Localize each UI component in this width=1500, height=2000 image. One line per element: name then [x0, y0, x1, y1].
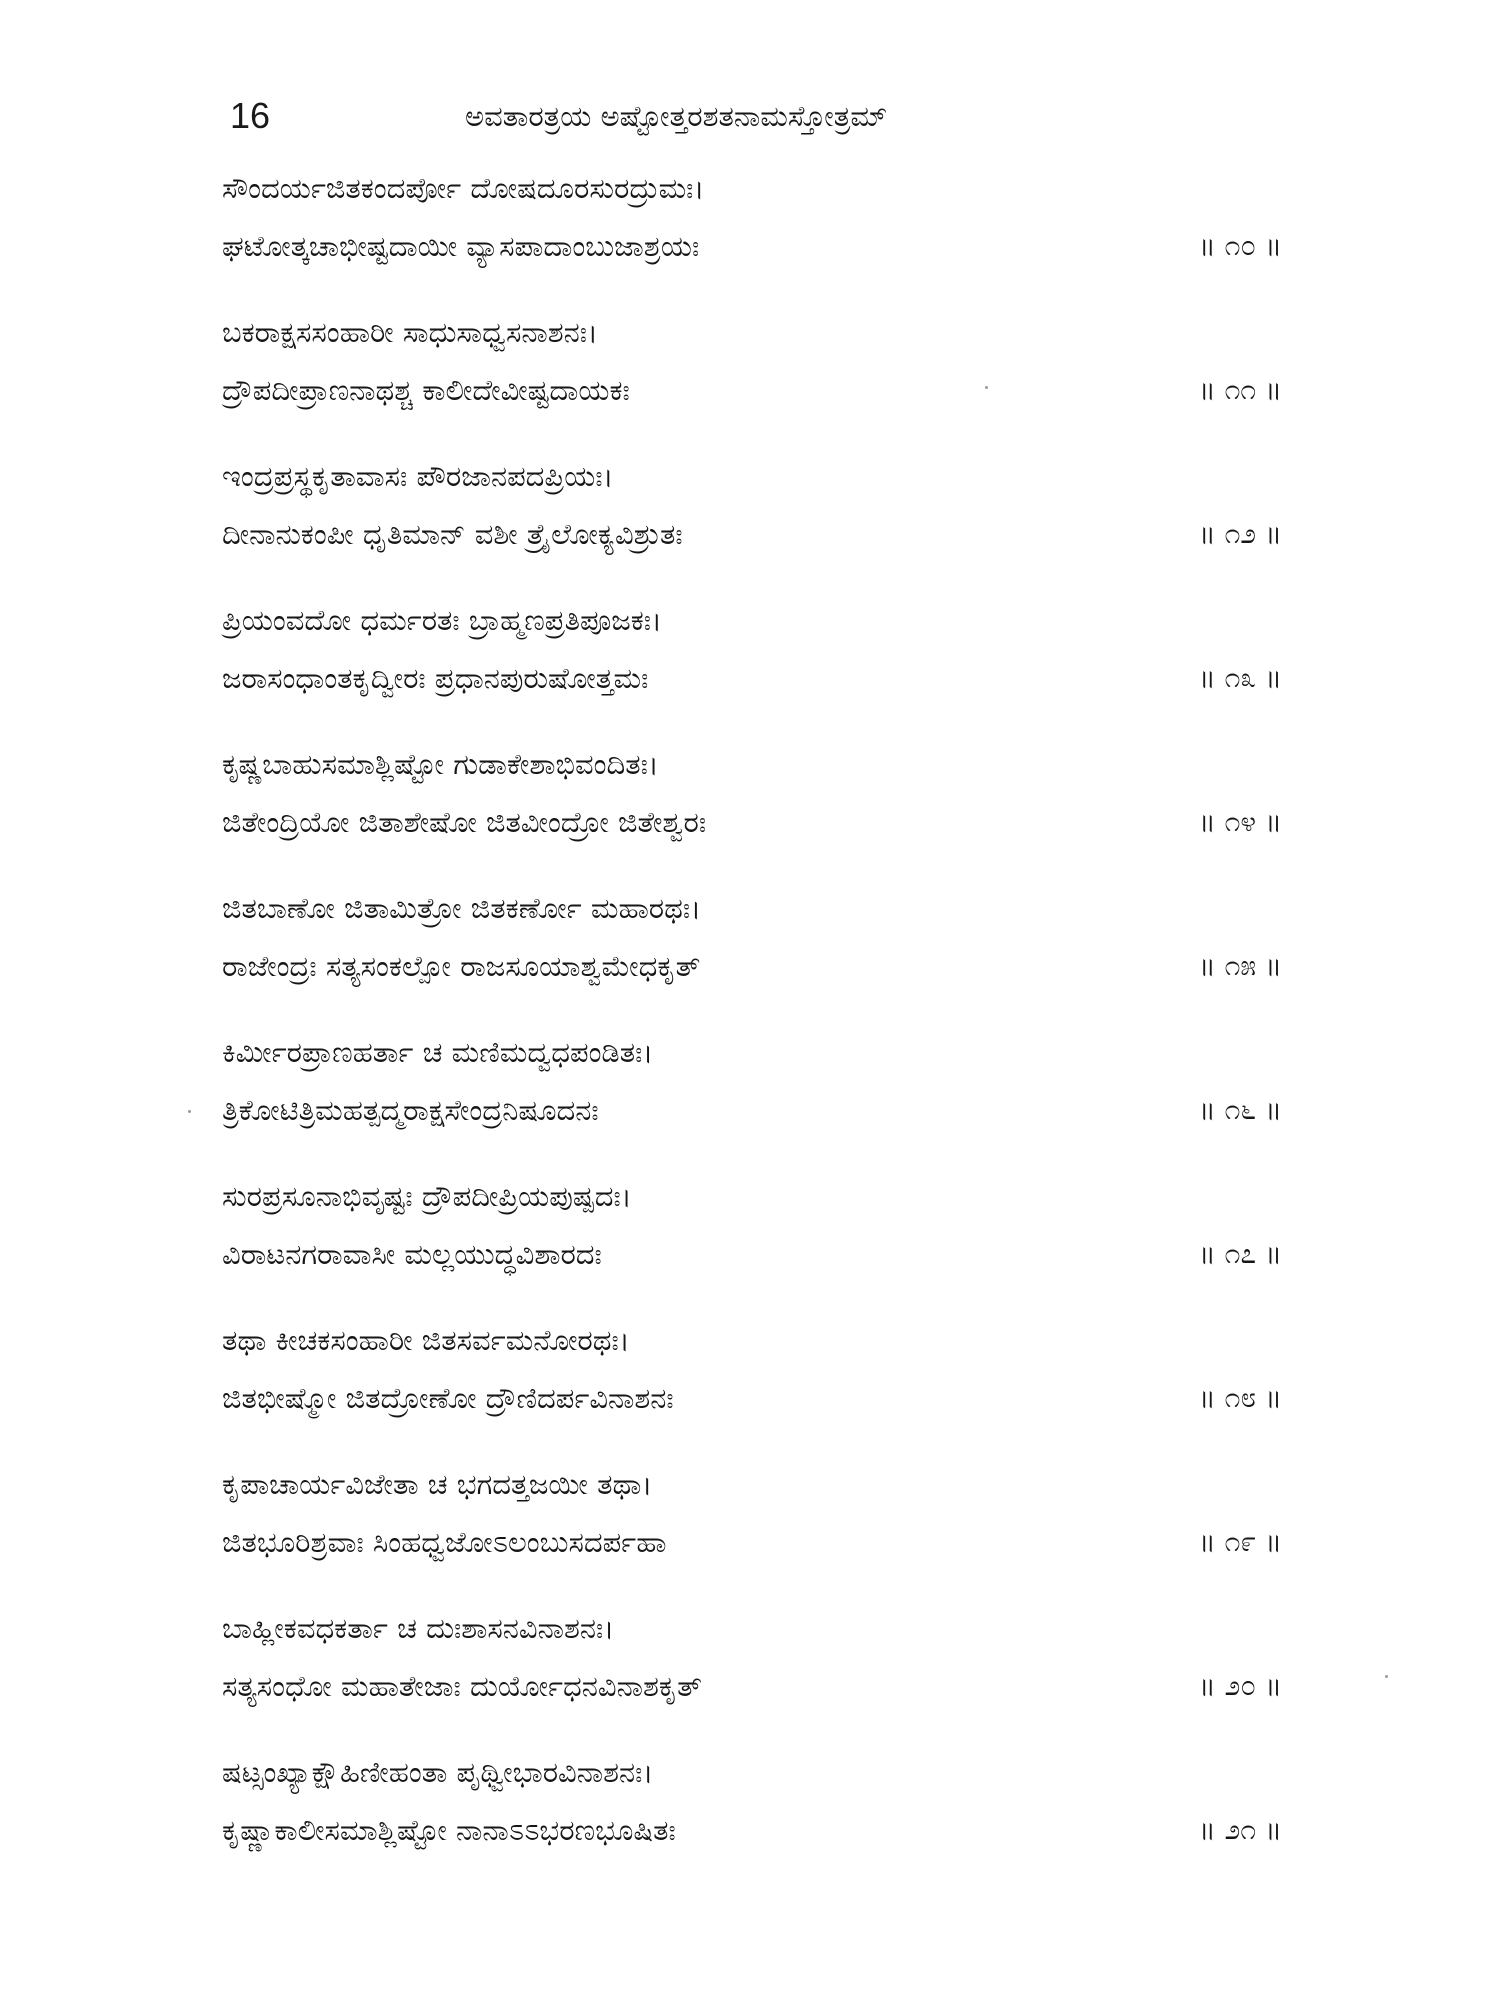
- verse-line-2: ದೀನಾನುಕಂಪೀ ಧೃತಿಮಾನ್ ವಶೀ ತ್ರೈಲೋಕ್ಯವಿಶ್ರುತಃ: [222, 517, 683, 551]
- verse-block: [222, 886, 1282, 1030]
- verse-number: ॥ ೧೫ ॥: [1198, 949, 1282, 982]
- verse-number: ॥ ೧೬ ॥: [1198, 1093, 1282, 1126]
- verse-line-1: ಬಾಹ್ಲೀಕವಧಕರ್ತಾ ಚ ದುಃಶಾಸನವಿನಾಶನಃ।: [222, 1611, 615, 1645]
- verse-line-1: ಕೃಷ್ಣಬಾಹುಸಮಾಶ್ಲಿಷ್ಟೋ ಗುಡಾಕೇಶಾಭಿವಂದಿತಃ।: [222, 747, 659, 781]
- page-number: 16: [230, 95, 271, 136]
- verse-number: ॥ ೧೪ ॥: [1198, 805, 1282, 838]
- verse-line-1: ತಥಾ ಕೀಚಕಸಂಹಾರೀ ಜಿತಸರ್ವಮನೋರಥಃ।: [222, 1323, 630, 1357]
- verse-block: [222, 1606, 1282, 1750]
- verse-block: [222, 742, 1282, 886]
- verse-line-2: ಕೃಷ್ಣಾಕಾಲೀಸಮಾಶ್ಲಿಷ್ಟೋ ನಾನಾಽಽಭರಣಭೂಷಿತಃ: [222, 1813, 676, 1847]
- verse-block: [222, 1750, 1282, 1894]
- verse-block: [222, 1174, 1282, 1318]
- verse-line-2: ದ್ರೌಪದೀಪ್ರಾಣನಾಥಶ್ಚ ಕಾಲೀದೇವೀಷ್ಟದಾಯಕಃ: [222, 373, 630, 407]
- verse-line-1: ಕಿರ್ಮೀರಪ್ರಾಣಹರ್ತಾ ಚ ಮಣಿಮದ್ವಧಪಂಡಿತಃ।: [222, 1035, 654, 1069]
- verse-block: [222, 166, 1282, 310]
- verse-line-1: ಇಂದ್ರಪ್ರಸ್ಥಕೃತಾವಾಸಃ ಪೌರಜಾನಪದಪ್ರಿಯಃ।: [222, 459, 614, 493]
- verse-line-2: ಜಿತಭೀಷ್ಮೋ ಜಿತದ್ರೋಣೋ ದ್ರೌಣಿದರ್ಪವಿನಾಶನಃ: [222, 1381, 674, 1415]
- verse-block: [222, 1462, 1282, 1606]
- verse-number: ॥ ೧೦ ॥: [1198, 229, 1282, 262]
- verse-line-2: ರಾಜೇಂದ್ರಃ ಸತ್ಯಸಂಕಲ್ಪೋ ರಾಜಸೂಯಾಶ್ವಮೇಧಕೃತ್: [222, 949, 701, 983]
- verse-number: ॥ ೨೧ ॥: [1198, 1813, 1282, 1846]
- verse-line-2: ಜರಾಸಂಧಾಂತಕೃದ್ವೀರಃ ಪ್ರಧಾನಪುರುಷೋತ್ತಮಃ: [222, 661, 649, 695]
- speck: [1385, 1675, 1388, 1678]
- verse-block: [222, 1318, 1282, 1462]
- verse-line-2: ಜಿತೇಂದ್ರಿಯೋ ಜಿತಾಶೇಷೋ ಜಿತವೀಂದ್ರೋ ಜಿತೇಶ್ವರಃ: [222, 805, 707, 839]
- verse-block: [222, 310, 1282, 454]
- verse-line-1: ಕೃಪಾಚಾರ್ಯವಿಜೇತಾ ಚ ಭಗದತ್ತಜಯೀ ತಥಾ।: [222, 1467, 653, 1501]
- verse-line-2: ಘಟೋತ್ಕಚಾಭೀಷ್ಟದಾಯೀ ವ್ಯಾಸಪಾದಾಂಬುಜಾಶ್ರಯಃ: [222, 229, 700, 263]
- verse-line-2: ತ್ರಿಕೋಟಿತ್ರಿಮಹತ್ಪದ್ಮರಾಕ್ಷಸೇಂದ್ರನಿಷೂದನಃ: [222, 1093, 599, 1127]
- speck: [985, 386, 988, 389]
- verse-line-2: ಜಿತಭೂರಿಶ್ರವಾಃ ಸಿಂಹಧ್ವಜೋಽಲಂಬುಸದರ್ಪಹಾ: [222, 1525, 667, 1559]
- verse-line-1: ಪ್ರಿಯಂವದೋ ಧರ್ಮರತಃ ಬ್ರಾಹ್ಮಣಪ್ರತಿಪೂಜಕಃ।: [222, 603, 663, 637]
- verse-line-1: ಜಿತಬಾಣೋ ಜಿತಾಮಿತ್ರೋ ಜಿತಕರ್ಣೋ ಮಹಾರಥಃ।: [222, 891, 702, 925]
- verse-line-1: ಸೌಂದರ್ಯಜಿತಕಂದರ್ಪೋ ದೋಷದೂರಸುರದ್ರುಮಃ।: [222, 171, 705, 205]
- verse-list: [222, 166, 1282, 1894]
- verse-number: ॥ ೧೭ ॥: [1198, 1237, 1282, 1270]
- verse-line-1: ಬಕರಾಕ್ಷಸಸಂಹಾರೀ ಸಾಧುಸಾಧ್ವಸನಾಶನಃ।: [222, 315, 599, 349]
- verse-number: ॥ ೧೧ ॥: [1198, 373, 1282, 406]
- verse-block: [222, 598, 1282, 742]
- verse-line-2: ಸತ್ಯಸಂಧೋ ಮಹಾತೇಜಾಃ ದುರ್ಯೋಧನವಿನಾಶಕೃತ್: [222, 1669, 702, 1703]
- verse-number: ॥ ೨೦ ॥: [1198, 1669, 1282, 1702]
- verse-line-1: ಷಟ್ಸಂಖ್ಯಾಕ್ಷೌಹಿಣೀಹಂತಾ ಪೃಥ್ವೀಭಾರವಿನಾಶನಃ।: [222, 1755, 654, 1789]
- running-title: ಅವತಾರತ್ರಯ ಅಷ್ಟೋತ್ತರಶತನಾಮಸ್ತೋತ್ರಮ್: [465, 99, 888, 133]
- verse-block: [222, 454, 1282, 598]
- verse-number: ॥ ೧೩ ॥: [1198, 661, 1282, 694]
- verse-number: ॥ ೧೨ ॥: [1198, 517, 1282, 550]
- verse-block: [222, 1030, 1282, 1174]
- verse-line-1: ಸುರಪ್ರಸೂನಾಭಿವೃಷ್ಟಃ ದ್ರೌಪದೀಪ್ರಿಯಪುಷ್ಪದಃ।: [222, 1179, 632, 1213]
- speck: [188, 1110, 191, 1113]
- verse-line-2: ವಿರಾಟನಗರಾವಾಸೀ ಮಲ್ಲಯುದ್ಧವಿಶಾರದಃ: [222, 1237, 602, 1271]
- verse-number: ॥ ೧೮ ॥: [1198, 1381, 1282, 1414]
- verse-number: ॥ ೧೯ ॥: [1198, 1525, 1282, 1558]
